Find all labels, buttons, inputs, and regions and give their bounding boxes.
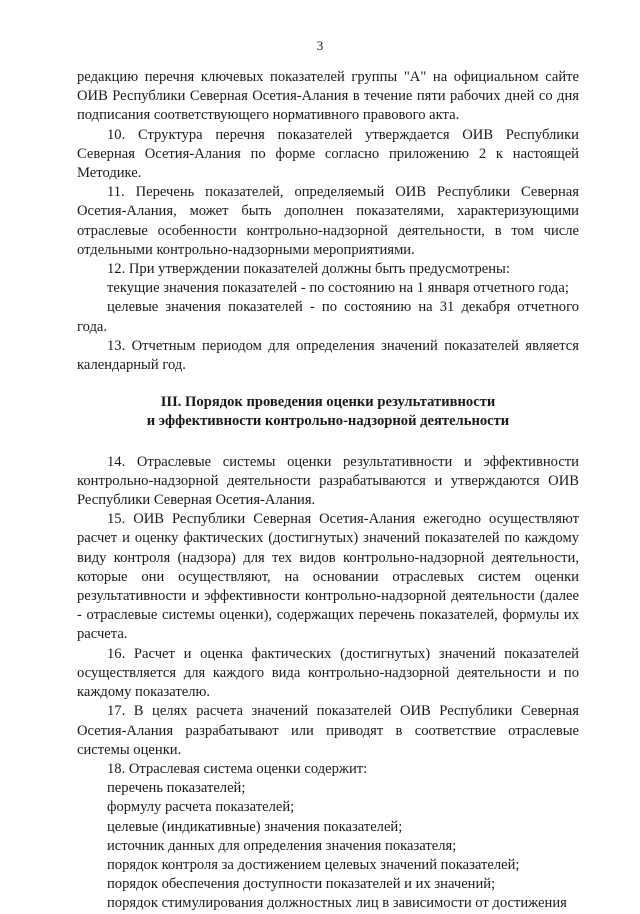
paragraph-p12: 12. При утверждении показателей должны быть предусмотрены: [107, 261, 510, 278]
paragraph-p11: 11. Перечень показателей, определяемый ОИВ Республики Северная Осетия-Алания, может быть дополнен показателями, характеризующими отраслевые особенности контрольно-надзорной деятельности, в том числе отдельными контрольно-надзорными мероприятиями. [77, 184, 579, 258]
paragraph-p17: 17. В целях расчета значений показателей ОИВ Республики Северная Осетия-Алания разрабатывают или приводят в соответствие отраслевые системы оценки. [77, 703, 579, 758]
paragraph-p16: 16. Расчет и оценка фактических (достигнутых) значений показателей осуществляется для каждого вида контрольно-надзорной деятельности и по каждому показателю. [77, 645, 579, 701]
section-heading [77, 393, 579, 431]
paragraph-p14: 14. Отраслевые системы оценки результативности и эффективности контрольно-надзорной деятельности разрабатываются и утверждаются ОИВ Республики Северная Осетия-Алания. [77, 453, 579, 509]
paragraph-p18: 18. Отраслевая система оценки содержит: [107, 760, 368, 777]
section-ii-tail [77, 68, 579, 375]
paragraph-p12b: целевые значения показателей - по состоянию на 31 декабря отчетного года. [77, 299, 579, 335]
paragraph-p18g: порядок стимулирования должностных лиц в зависимости от достижения [107, 895, 567, 912]
paragraph-p18a: перечень показателей; [107, 780, 246, 797]
paragraph-p12a: текущие значения показателей - по состоянию на 1 января отчетного года; [107, 280, 569, 297]
section-heading-line-1: III. Порядок проведения оценки результативности [160, 394, 496, 411]
paragraph-p18b: формулу расчета показателей; [107, 799, 295, 816]
paragraph-p18c: целевые (индикативные) значения показателей; [107, 818, 403, 835]
document-body [77, 68, 579, 914]
paragraph-p18d: источник данных для определения значения показателя; [107, 837, 457, 854]
section-heading-line-2: и эффективности контрольно-надзорной деятельности [146, 413, 510, 430]
paragraph-p15: 15. ОИВ Республики Северная Осетия-Алания ежегодно осуществляют расчет и оценку фактических (достигнутых) значений показателей по каждому виду контроля (надзора) для тех видов контрольно-надзорной деятельности, которые они осуществляют, на основании отраслевых систем оценки результативности и эффективности контрольно-надзорной деятельности (далее - отраслевые системы оценки), содержащих перечень показателей, формулы их расчета. [77, 511, 579, 643]
paragraph-p18f: порядок обеспечения доступности показателей и их значений; [107, 876, 496, 893]
paragraph-cont: редакцию перечня ключевых показателей группы "А" на официальном сайте ОИВ Республики Северная Осетия-Алания в течение пяти рабочих дней со дня подписания соответствующего нормативного правового акта. [77, 69, 579, 124]
section-iii-body [77, 453, 579, 914]
page-number: 3 [316, 38, 324, 53]
paragraph-p10: 10. Структура перечня показателей утверждается ОИВ Республики Северная Осетия-Алания по форме согласно приложению 2 к настоящей Методике. [77, 126, 579, 182]
paragraph-p18e: порядок контроля за достижением целевых значений показателей; [107, 856, 520, 873]
paragraph-p13: 13. Отчетным периодом для определения значений показателей является календарный год. [77, 337, 579, 374]
